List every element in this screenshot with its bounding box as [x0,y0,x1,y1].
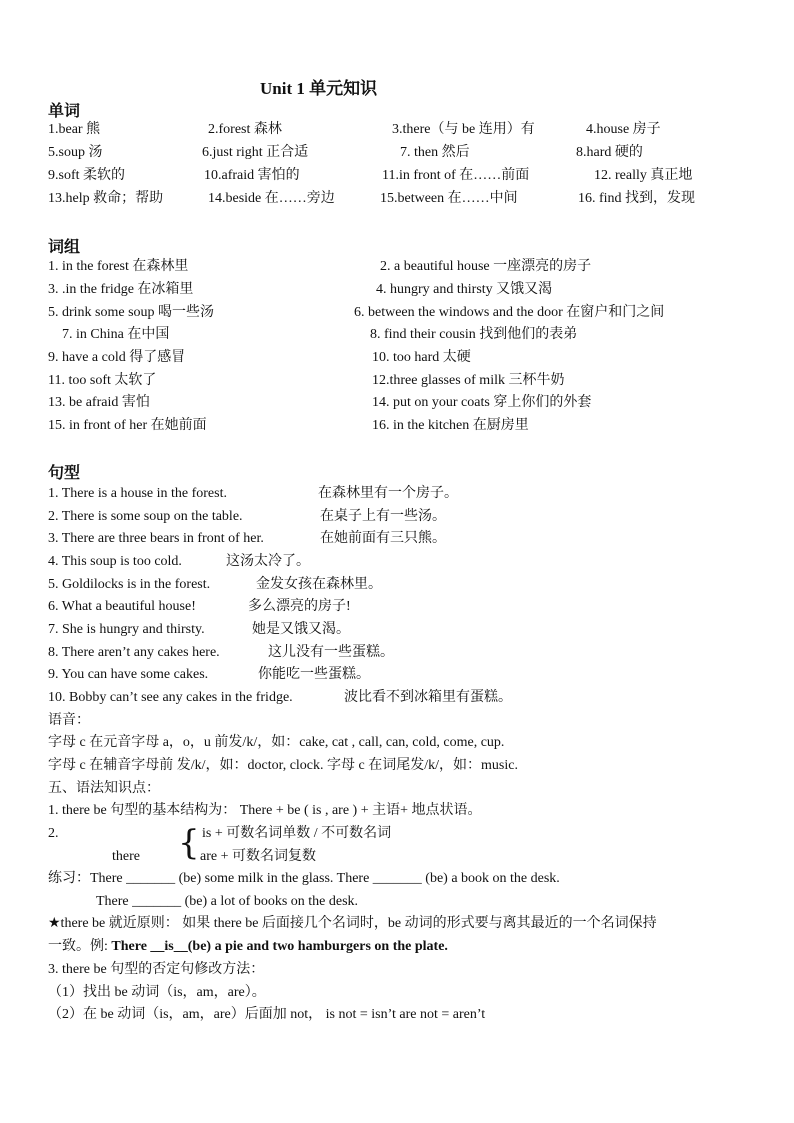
phrase-item: 2. a beautiful house 一座漂亮的房子 [380,259,592,274]
grammar-point: 3. there be 句型的否定句修改方法： [48,962,265,977]
sentence-chinese: 多么漂亮的房子! [248,599,351,614]
phrase-item: 7. in China 在中国 [62,327,170,342]
sentence-english: 2. There is some soup on the table. [48,509,243,524]
sentence-english: 5. Goldilocks is in the forest. [48,577,211,592]
phonics-line: 字母 c 在辅音字母前 发/k/，如：doctor, clock. 字母 c 在词尾发/k/，如：music. [48,758,518,773]
sentence-english: 3. There are three bears in front of her. [48,531,264,546]
sentence-english: 7. She is hungry and thirsty. [48,622,205,637]
sentence-chinese: 你能吃一些蛋糕。 [258,667,370,682]
vocab-item: 1.bear 熊 [48,122,101,137]
grammar-point-number: 2. [48,826,59,841]
vocab-item: 16. find 找到，发现 [578,191,696,206]
sentence-chinese: 在森林里有一个房子。 [318,486,458,501]
phrase-item: 5. drink some soup 喝一些汤 [48,305,215,320]
phrase-item: 8. find their cousin 找到他们的表弟 [370,327,578,342]
grammar-rule-is: is + 可数名词单数 / 不可数名词 [202,826,392,841]
grammar-rule-are: are + 可数名词复数 [200,849,316,864]
phrase-item: 12.three glasses of milk 三杯牛奶 [372,373,565,388]
sentence-chinese: 在她前面有三只熊。 [320,531,446,546]
sentence-english: 8. There aren’t any cakes here. [48,645,220,660]
phonics-heading: 语音： [48,713,90,728]
sentence-chinese: 金发女孩在森林里。 [256,577,382,592]
sentence-english: 4. This soup is too cold. [48,554,182,569]
phrase-item: 13. be afraid 害怕 [48,395,150,410]
section-heading-sentences: 句型 [48,465,81,482]
section-heading-phrases: 词组 [48,239,81,256]
proximity-rule-example [48,937,448,957]
sentence-english: 9. You can have some cakes. [48,667,209,682]
vocab-item: 2.forest 森林 [208,122,282,137]
vocab-item: 14.beside 在……旁边 [208,191,335,206]
phrase-item: 15. in front of her 在她前面 [48,418,207,433]
phrase-item: 6. between the windows and the door 在窗户和门之间 [354,305,665,320]
phrase-item: 16. in the kitchen 在厨房里 [372,418,529,433]
phrase-item: 4. hungry and thirsty 又饿又渴 [376,282,553,297]
vocab-item: 6.just right 正合适 [202,145,309,160]
vocab-item: 8.hard 硬的 [576,145,643,160]
vocab-item: 15.between 在……中间 [380,191,518,206]
sentence-english: 10. Bobby can’t see any cakes in the fridge. [48,690,293,705]
grammar-point: 1. there be 句型的基本结构为： There + be ( is , are ) + 主语+ 地点状语。 [48,803,482,818]
vocab-item: 5.soup 汤 [48,145,103,160]
sentence-english: 1. There is a house in the forest. [48,486,227,501]
exercise-line: There _______ (be) a lot of books on the desk. [96,894,359,909]
vocab-item: 11.in front of 在……前面 [382,168,530,183]
vocab-item: 12. really 真正地 [594,168,693,183]
sentence-chinese: 她是又饿又渴。 [252,622,350,637]
phrase-item: 14. put on your coats 穿上你们的外套 [372,395,592,410]
vocab-item: 4.house 房子 [586,122,661,137]
example-sentence: There __is__(be) a pie and two hamburgers on the plate. [111,939,448,954]
phrase-item: 10. too hard 太硬 [372,350,471,365]
sentence-chinese: 这汤太冷了。 [226,554,310,569]
sentence-chinese: 在桌子上有一些汤。 [320,509,446,524]
sentence-english: 6. What a beautiful house! [48,599,196,614]
example-prefix: 一致。例: [48,939,112,954]
section-heading-vocab: 单词 [48,103,81,120]
phrase-item: 11. too soft 太软了 [48,373,157,388]
sentence-chinese: 这儿没有一些蛋糕。 [268,645,394,660]
phrase-item: 1. in the forest 在森林里 [48,259,189,274]
phrase-item: 9. have a cold 得了感冒 [48,350,186,365]
grammar-step: （1）找出 be 动词（is，am，are）。 [48,985,266,1000]
grammar-heading: 五、语法知识点： [48,781,160,796]
brace-symbol: { [178,823,200,863]
vocab-item: 7. then 然后 [400,145,470,160]
grammar-step: （2）在 be 动词（is，am，are）后面加 not， is not = isn’t are not = aren’t [48,1007,486,1022]
vocab-item: 10.afraid 害怕的 [204,168,300,183]
phonics-line: 字母 c 在元音字母 a，o，u 前发/k/，如：cake, cat , call, can, cold, come, cup. [48,735,505,750]
exercise-line: 练习：There _______ (be) some milk in the glass. There _______ (be) a book on the desk. [48,871,560,886]
grammar-there-label: there [112,849,140,864]
proximity-rule-line: ★there be 就近原则： 如果 there be 后面接几个名词时，be 动词的形式要与离其最近的一个名词保持 [48,916,657,931]
vocab-item: 9.soft 柔软的 [48,168,125,183]
vocab-item: 13.help 救命；帮助 [48,191,164,206]
vocab-item: 3.there（与 be 连用）有 [392,122,535,137]
page-title: Unit 1 单元知识 [260,79,378,98]
sentence-chinese: 波比看不到冰箱里有蛋糕。 [344,690,512,705]
phrase-item: 3. .in the fridge 在冰箱里 [48,282,194,297]
